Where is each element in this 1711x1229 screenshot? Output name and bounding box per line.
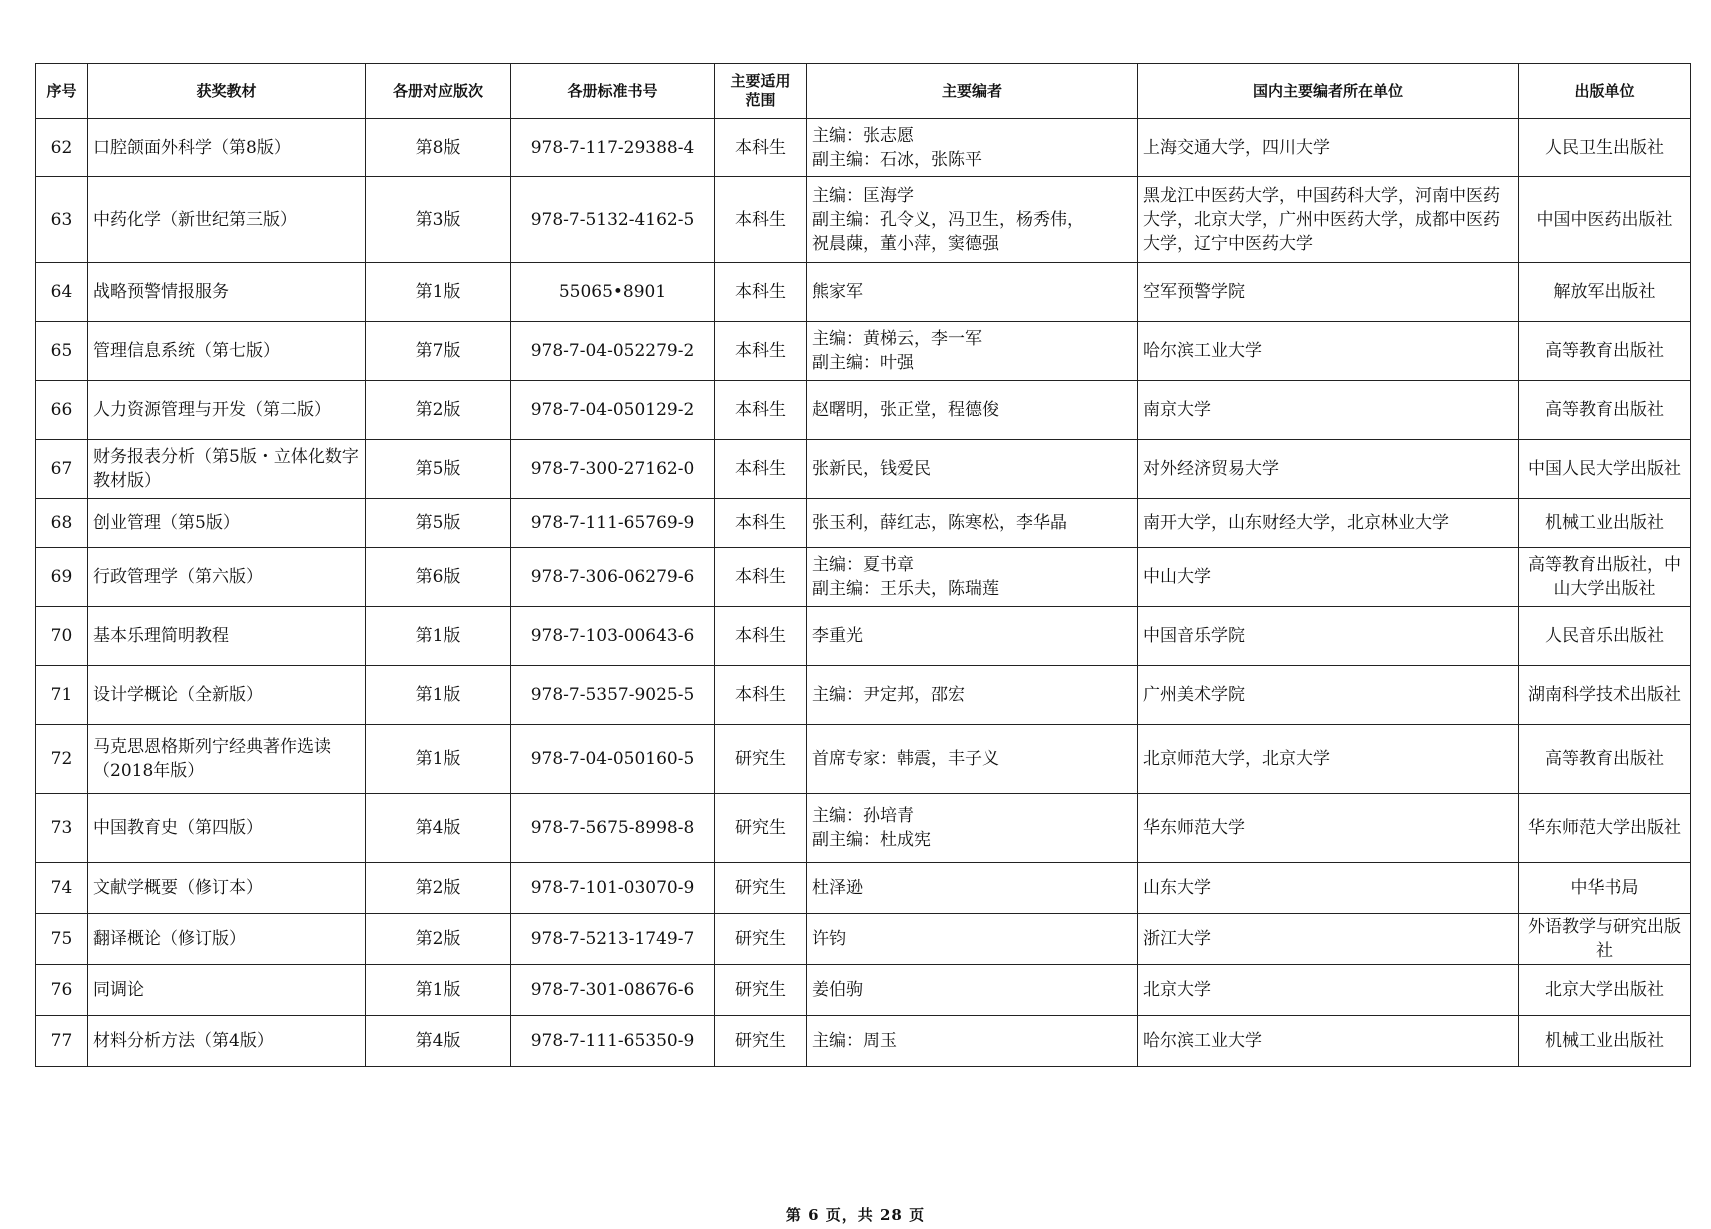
cell-isbn: 978-7-301-08676-6 <box>511 965 715 1016</box>
cell-edition: 第5版 <box>366 499 511 548</box>
cell-affiliation: 哈尔滨工业大学 <box>1138 1016 1519 1067</box>
cell-isbn: 978-7-5213-1749-7 <box>511 914 715 965</box>
cell-title: 中国教育史（第四版） <box>88 794 366 863</box>
cell-affiliation: 黑龙江中医药大学，中国药科大学，河南中医药大学，北京大学，广州中医药大学，成都中医药大学，辽宁中医药大学 <box>1138 177 1519 263</box>
editor-line: 副主编：杜成宪 <box>812 830 931 850</box>
table-row <box>36 499 1691 548</box>
cell-edition: 第5版 <box>366 440 511 499</box>
cell-title: 人力资源管理与开发（第二版） <box>88 381 366 440</box>
cell-seq: 64 <box>36 263 88 322</box>
editor-line: 副主编：孔令义，冯卫生，杨秀伟， <box>812 209 1084 230</box>
table-row <box>36 1016 1691 1067</box>
cell-edition: 第1版 <box>366 607 511 666</box>
cell-seq: 70 <box>36 607 88 666</box>
cell-seq: 72 <box>36 725 88 794</box>
cell-editors <box>807 863 1138 914</box>
cell-affiliation: 上海交通大学，四川大学 <box>1138 119 1519 177</box>
editor-line: 主编：孙培青 <box>812 806 914 826</box>
cell-publisher: 高等教育出版社，中山大学出版社 <box>1519 548 1691 607</box>
header-edition: 各册对应版次 <box>366 64 511 119</box>
cell-isbn: 978-7-111-65769-9 <box>511 499 715 548</box>
cell-scope: 研究生 <box>715 914 807 965</box>
cell-title: 管理信息系统（第七版） <box>88 322 366 381</box>
editor-line: 许钧 <box>812 929 846 949</box>
cell-edition: 第2版 <box>366 381 511 440</box>
cell-affiliation: 哈尔滨工业大学 <box>1138 322 1519 381</box>
cell-edition: 第1版 <box>366 666 511 725</box>
cell-scope: 本科生 <box>715 322 807 381</box>
cell-scope: 研究生 <box>715 863 807 914</box>
cell-seq: 68 <box>36 499 88 548</box>
table-row <box>36 965 1691 1016</box>
cell-editors <box>807 499 1138 548</box>
cell-isbn: 978-7-117-29388-4 <box>511 119 715 177</box>
cell-affiliation: 浙江大学 <box>1138 914 1519 965</box>
cell-isbn: 978-7-5675-8998-8 <box>511 794 715 863</box>
cell-isbn: 978-7-300-27162-0 <box>511 440 715 499</box>
cell-scope: 本科生 <box>715 666 807 725</box>
cell-scope: 研究生 <box>715 725 807 794</box>
table-row <box>36 863 1691 914</box>
header-isbn: 各册标准书号 <box>511 64 715 119</box>
cell-editors <box>807 725 1138 794</box>
cell-edition: 第3版 <box>366 177 511 263</box>
cell-title: 设计学概论（全新版） <box>88 666 366 725</box>
cell-isbn: 978-7-103-00643-6 <box>511 607 715 666</box>
cell-scope: 研究生 <box>715 1016 807 1067</box>
cell-isbn: 978-7-5357-9025-5 <box>511 666 715 725</box>
header-seq: 序号 <box>36 64 88 119</box>
cell-title: 同调论 <box>88 965 366 1016</box>
cell-title: 材料分析方法（第4版） <box>88 1016 366 1067</box>
cell-editors <box>807 1016 1138 1067</box>
table-row <box>36 381 1691 440</box>
cell-isbn: 55065•8901 <box>511 263 715 322</box>
editor-line: 主编：匡海学 <box>812 185 914 206</box>
editor-line: 主编：尹定邦，邵宏 <box>812 685 965 705</box>
cell-affiliation: 北京师范大学，北京大学 <box>1138 725 1519 794</box>
cell-editors <box>807 914 1138 965</box>
cell-seq: 66 <box>36 381 88 440</box>
editor-line: 赵曙明，张正堂，程德俊 <box>812 400 999 420</box>
table-header <box>36 64 1691 119</box>
cell-seq: 63 <box>36 177 88 263</box>
header-scope-line1: 主要适用 <box>730 72 791 90</box>
cell-seq: 75 <box>36 914 88 965</box>
cell-scope: 本科生 <box>715 177 807 263</box>
cell-affiliation: 山东大学 <box>1138 863 1519 914</box>
table-row <box>36 440 1691 499</box>
cell-publisher: 高等教育出版社 <box>1519 725 1691 794</box>
cell-scope: 本科生 <box>715 548 807 607</box>
cell-edition: 第7版 <box>366 322 511 381</box>
cell-isbn: 978-7-5132-4162-5 <box>511 177 715 263</box>
cell-publisher: 北京大学出版社 <box>1519 965 1691 1016</box>
cell-editors <box>807 794 1138 863</box>
cell-seq: 73 <box>36 794 88 863</box>
cell-scope: 研究生 <box>715 965 807 1016</box>
cell-scope: 本科生 <box>715 499 807 548</box>
cell-isbn: 978-7-101-03070-9 <box>511 863 715 914</box>
cell-title: 中药化学（新世纪第三版） <box>88 177 366 263</box>
cell-publisher: 人民卫生出版社 <box>1519 119 1691 177</box>
cell-affiliation: 中山大学 <box>1138 548 1519 607</box>
cell-title: 基本乐理简明教程 <box>88 607 366 666</box>
cell-editors <box>807 965 1138 1016</box>
editor-line: 熊家军 <box>812 282 863 302</box>
cell-title: 创业管理（第5版） <box>88 499 366 548</box>
cell-title: 行政管理学（第六版） <box>88 548 366 607</box>
cell-scope: 本科生 <box>715 607 807 666</box>
header-scope <box>715 64 807 119</box>
page-footer: 第 6 页，共 28 页 <box>785 1206 926 1224</box>
cell-title: 翻译概论（修订版） <box>88 914 366 965</box>
cell-edition: 第4版 <box>366 794 511 863</box>
header-title: 获奖教材 <box>88 64 366 119</box>
table-row <box>36 322 1691 381</box>
cell-seq: 69 <box>36 548 88 607</box>
cell-editors <box>807 119 1138 177</box>
editor-line: 张玉利，薛红志，陈寒松，李华晶 <box>812 513 1067 533</box>
editor-line: 祝晨蔯，董小萍，窦德强 <box>812 233 999 254</box>
cell-affiliation: 空军预警学院 <box>1138 263 1519 322</box>
cell-edition: 第1版 <box>366 725 511 794</box>
cell-affiliation: 中国音乐学院 <box>1138 607 1519 666</box>
cell-publisher: 高等教育出版社 <box>1519 322 1691 381</box>
header-publisher: 出版单位 <box>1519 64 1691 119</box>
editor-line: 首席专家：韩震，丰子义 <box>812 749 999 769</box>
cell-affiliation: 南开大学，山东财经大学，北京林业大学 <box>1138 499 1519 548</box>
cell-publisher: 人民音乐出版社 <box>1519 607 1691 666</box>
cell-publisher: 解放军出版社 <box>1519 263 1691 322</box>
cell-editors <box>807 548 1138 607</box>
cell-editors <box>807 666 1138 725</box>
header-affiliation: 国内主要编者所在单位 <box>1138 64 1519 119</box>
awards-table <box>35 63 1691 1067</box>
cell-edition: 第2版 <box>366 914 511 965</box>
cell-title: 文献学概要（修订本） <box>88 863 366 914</box>
table-row <box>36 263 1691 322</box>
editor-line: 主编：夏书章 <box>812 555 914 575</box>
header-row <box>36 64 1691 119</box>
cell-edition: 第1版 <box>366 263 511 322</box>
editor-line: 副主编：王乐夫，陈瑞莲 <box>812 579 999 599</box>
cell-seq: 67 <box>36 440 88 499</box>
cell-seq: 71 <box>36 666 88 725</box>
cell-isbn: 978-7-306-06279-6 <box>511 548 715 607</box>
cell-title: 口腔颌面外科学（第8版） <box>88 119 366 177</box>
cell-affiliation: 华东师范大学 <box>1138 794 1519 863</box>
cell-publisher: 高等教育出版社 <box>1519 381 1691 440</box>
cell-publisher: 外语教学与研究出版社 <box>1519 914 1691 965</box>
cell-edition: 第4版 <box>366 1016 511 1067</box>
cell-publisher: 中国人民大学出版社 <box>1519 440 1691 499</box>
cell-title: 财务报表分析（第5版・立体化数字教材版） <box>88 440 366 499</box>
cell-title: 战略预警情报服务 <box>88 263 366 322</box>
cell-isbn: 978-7-04-050160-5 <box>511 725 715 794</box>
cell-isbn: 978-7-04-052279-2 <box>511 322 715 381</box>
cell-scope: 本科生 <box>715 263 807 322</box>
editor-line: 主编：张志愿 <box>812 125 914 146</box>
cell-title: 马克思恩格斯列宁经典著作选读（2018年版） <box>88 725 366 794</box>
cell-scope: 本科生 <box>715 119 807 177</box>
cell-seq: 62 <box>36 119 88 177</box>
cell-publisher: 华东师范大学出版社 <box>1519 794 1691 863</box>
cell-editors <box>807 607 1138 666</box>
cell-affiliation: 广州美术学院 <box>1138 666 1519 725</box>
cell-editors <box>807 322 1138 381</box>
cell-affiliation: 北京大学 <box>1138 965 1519 1016</box>
table-row <box>36 119 1691 177</box>
editor-line: 副主编：石冰，张陈平 <box>812 149 982 170</box>
table-row <box>36 914 1691 965</box>
cell-scope: 本科生 <box>715 381 807 440</box>
cell-edition: 第2版 <box>366 863 511 914</box>
table-row <box>36 666 1691 725</box>
table-row <box>36 607 1691 666</box>
cell-isbn: 978-7-111-65350-9 <box>511 1016 715 1067</box>
cell-scope: 本科生 <box>715 440 807 499</box>
table-row <box>36 177 1691 263</box>
cell-isbn: 978-7-04-050129-2 <box>511 381 715 440</box>
editor-line: 主编：周玉 <box>812 1031 897 1051</box>
cell-seq: 76 <box>36 965 88 1016</box>
table-row <box>36 725 1691 794</box>
cell-editors <box>807 263 1138 322</box>
editor-line: 李重光 <box>812 626 863 646</box>
editor-line: 主编：黄梯云，李一军 <box>812 329 982 349</box>
cell-editors <box>807 177 1138 263</box>
cell-edition: 第8版 <box>366 119 511 177</box>
cell-affiliation: 对外经济贸易大学 <box>1138 440 1519 499</box>
table-row <box>36 548 1691 607</box>
header-editors: 主要编者 <box>807 64 1138 119</box>
table-row <box>36 794 1691 863</box>
cell-edition: 第1版 <box>366 965 511 1016</box>
cell-publisher: 湖南科学技术出版社 <box>1519 666 1691 725</box>
cell-publisher: 机械工业出版社 <box>1519 499 1691 548</box>
cell-editors <box>807 381 1138 440</box>
editor-line: 张新民，钱爱民 <box>812 459 931 479</box>
cell-seq: 65 <box>36 322 88 381</box>
cell-seq: 77 <box>36 1016 88 1067</box>
header-scope-line2: 范围 <box>745 91 776 109</box>
cell-edition: 第6版 <box>366 548 511 607</box>
table-body <box>36 119 1691 1067</box>
cell-affiliation: 南京大学 <box>1138 381 1519 440</box>
cell-scope: 研究生 <box>715 794 807 863</box>
editor-line: 副主编：叶强 <box>812 353 914 373</box>
cell-publisher: 机械工业出版社 <box>1519 1016 1691 1067</box>
editor-line: 姜伯驹 <box>812 980 863 1000</box>
cell-seq: 74 <box>36 863 88 914</box>
cell-publisher: 中华书局 <box>1519 863 1691 914</box>
editor-line: 杜泽逊 <box>812 878 863 898</box>
cell-editors <box>807 440 1138 499</box>
cell-publisher: 中国中医药出版社 <box>1519 177 1691 263</box>
